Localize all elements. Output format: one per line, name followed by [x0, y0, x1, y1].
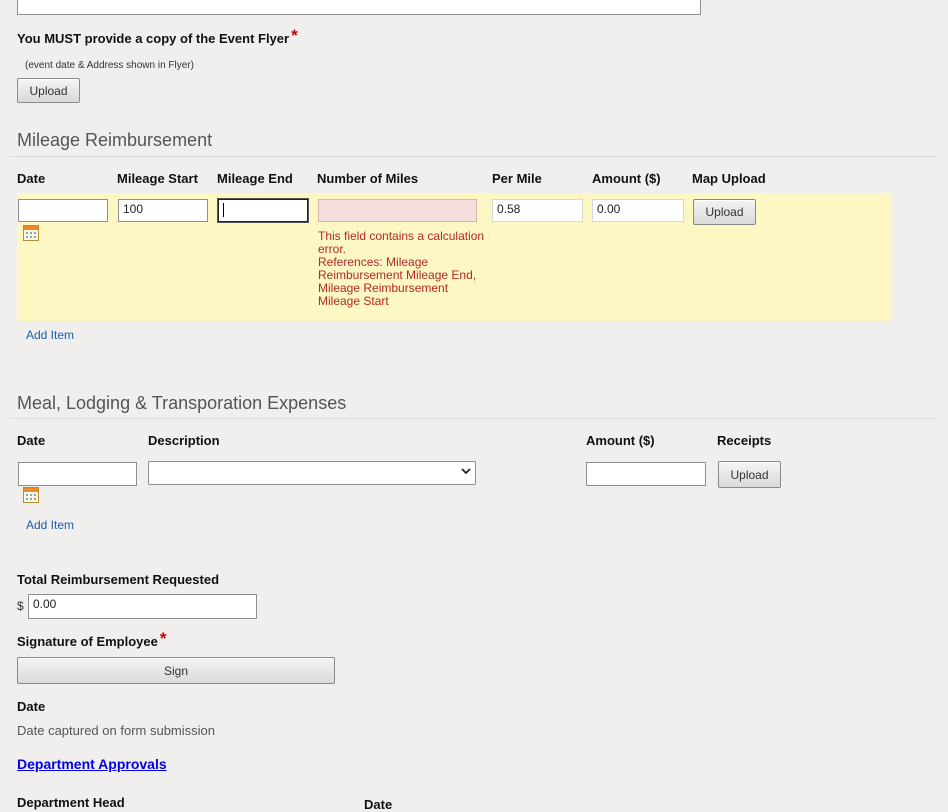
expenses-header-receipts: Receipts	[717, 433, 772, 448]
mileage-end-input[interactable]	[218, 199, 308, 222]
mileage-divider	[10, 156, 938, 157]
expenses-divider	[10, 418, 938, 419]
mileage-add-item-link[interactable]: Add Item	[26, 328, 75, 342]
signature-label-text: Signature of Employee	[17, 634, 158, 649]
error-line: This field contains a calculation	[318, 229, 485, 243]
mileage-amount-input[interactable]: 0.00	[592, 199, 684, 222]
mileage-header-map-upload: Map Upload	[692, 171, 766, 186]
receipts-upload-button[interactable]: Upload	[718, 461, 781, 488]
expenses-add-item-link[interactable]: Add Item	[26, 518, 75, 532]
number-of-miles-input[interactable]	[318, 199, 477, 222]
required-mark: *	[291, 26, 298, 45]
department-approvals-link[interactable]: Department Approvals	[17, 756, 167, 772]
mileage-start-input[interactable]: 100	[118, 199, 208, 222]
mileage-header-amount: Amount ($)	[592, 171, 661, 186]
flyer-upload-button[interactable]: Upload	[17, 78, 80, 103]
expense-description-select[interactable]	[148, 461, 476, 485]
mileage-section-title: Mileage Reimbursement	[17, 130, 213, 150]
calendar-icon[interactable]	[23, 487, 39, 503]
mileage-header-start: Mileage Start	[117, 171, 198, 186]
error-line: Mileage Start	[318, 294, 389, 308]
error-line: Reimbursement Mileage End,	[318, 268, 477, 282]
total-label: Total Reimbursement Requested	[17, 572, 220, 587]
mileage-header-end: Mileage End	[217, 171, 293, 186]
error-line: error.	[318, 242, 347, 256]
calculation-error-message	[318, 230, 493, 308]
expense-date-input[interactable]	[18, 462, 137, 486]
mileage-header-per-mile: Per Mile	[492, 171, 542, 186]
expense-amount-input[interactable]	[586, 462, 706, 486]
mileage-date-input[interactable]	[18, 199, 108, 222]
map-upload-button[interactable]: Upload	[693, 199, 756, 225]
per-mile-input[interactable]: 0.58	[492, 199, 583, 222]
error-line: Mileage Reimbursement	[318, 281, 449, 295]
expenses-header-date: Date	[17, 433, 46, 448]
flyer-label	[17, 26, 298, 51]
mileage-header-miles: Number of Miles	[317, 171, 419, 186]
error-line: References: Mileage	[318, 255, 429, 269]
calendar-icon[interactable]	[23, 225, 39, 241]
previous-text-field[interactable]	[17, 0, 701, 15]
department-head-label: Department Head	[17, 795, 125, 810]
date-note: Date captured on form submission	[17, 723, 215, 738]
currency-symbol: $	[17, 599, 24, 613]
date-label: Date	[17, 699, 46, 714]
total-input[interactable]: 0.00	[28, 594, 257, 619]
expenses-header-amount: Amount ($)	[586, 433, 655, 448]
expenses-section-title: Meal, Lodging & Transporation Expenses	[17, 393, 347, 413]
approval-date-label: Date	[364, 797, 393, 812]
flyer-label-text: You MUST provide a copy of the Event Flyer	[17, 31, 290, 46]
expenses-header-description: Description	[148, 433, 220, 448]
text-cursor	[223, 203, 224, 217]
chevron-down-icon	[461, 466, 471, 476]
flyer-note: (event date & Address shown in Flyer)	[25, 60, 194, 71]
signature-label	[17, 629, 167, 654]
required-mark: *	[159, 629, 167, 648]
mileage-header-date: Date	[17, 171, 46, 186]
sign-button[interactable]: Sign	[17, 657, 335, 684]
